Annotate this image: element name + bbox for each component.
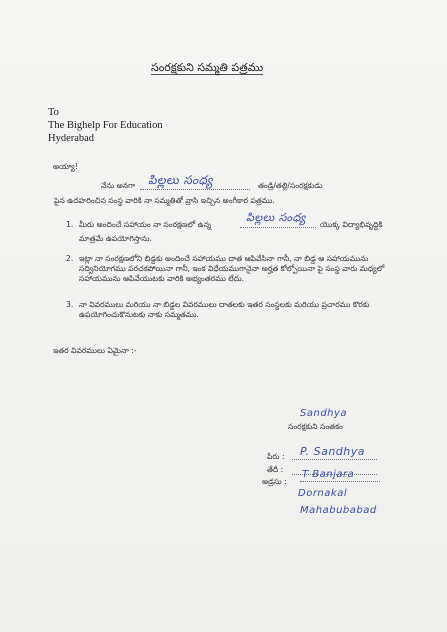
name-line [292,446,377,460]
item-1-line2: మాత్రమే ఉపయోగిస్తాను. [79,234,152,243]
address-label: అడ్రసు : [262,477,287,486]
guardian-name-line [140,173,250,190]
intro-suffix: తండ్రి/తల్లి/సంరక్షకుడు [258,181,323,190]
recipient-to: To [48,107,59,118]
guardian-name-handwritten: పిల్లలు సంధ్య [148,173,213,187]
item-2-number: 2. [66,254,74,263]
intro-prefix: నేను అనగా [101,181,136,190]
item-1-number: 1. [66,220,74,229]
child-name-line [240,213,316,228]
name-handwritten: P. Sandhya [300,445,366,458]
item-1-pre: మీరు అందించే సహాయం నా సంరక్షణలో ఉన్న [79,220,212,229]
name-label: పేరు : [267,452,285,461]
address-line-3-handwritten: Mahabubabad [300,505,377,516]
other-details-label: ఇతర వివరములు ఏమైనా :- [53,346,137,355]
recipient-org: The Bighelp For Education [48,120,163,131]
item-2-text: ఇట్లా నా సంరక్షణలోని బిడ్డకు అందించే సహాయము దాత ఆపివేసినా గానీ, నా బిడ్డ ఆ సహాయమును సద్వినియోగము పరచకపోయినా గానీ, ఇంక విధేయముగానైనా అర్హత కోల్పోయినా పై సంస్థ వారు మధ్యలో సహాయమును ఆపివేయుటకు వారికి అభ్యంతరము లేదు. [79,254,385,283]
address-line-2-handwritten: Dornakal [298,488,348,499]
date-label: తేదీ : [267,465,284,474]
salutation: అయ్యా! [53,162,78,171]
recipient-city: Hyderabad [48,133,95,144]
item-3-number: 3. [66,300,74,309]
item-1-post: యొక్క విద్యాభివృద్ధికి [320,220,383,229]
child-name-handwritten: పిల్లలు సంధ్య [246,211,306,224]
intro-line2: పైన ఉదహరించిన సంస్థ వారికి నా సమ్మతితో వ్రాసి ఇచ్చిన అంగీకార పత్రము. [54,196,275,205]
guardian-signature-handwritten: Sandhya [300,408,348,419]
address-line-1-handwritten: T Banjara [302,469,355,480]
address-line-1 [300,468,380,482]
item-3-text: నా వివరములు మరియు నా బిడ్డల వివరములు దాతలకు ఇతర సంస్థలకు మరియు ప్రచారము కొరకు ఉపయోగించుకొనుటకు నాకు సమ్మతము. [79,300,370,319]
letter-title: సంరక్షకుని సమ్మతి పత్రము [151,61,264,74]
signature-label: సంరక్షకుని సంతకం [288,422,343,431]
